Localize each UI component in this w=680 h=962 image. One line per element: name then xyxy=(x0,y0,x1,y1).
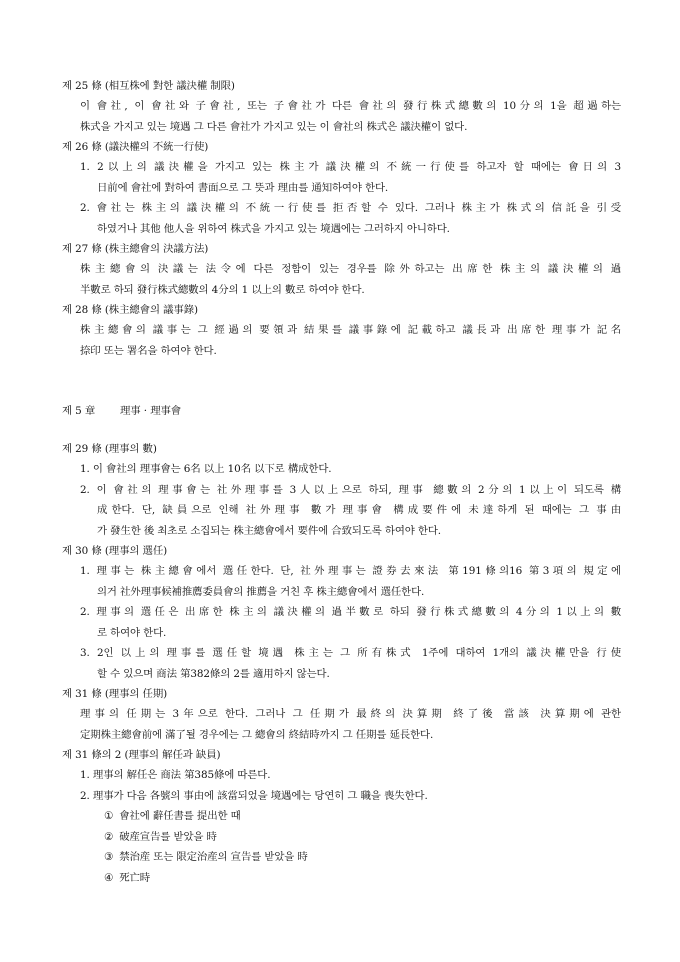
circled-number-4: ④ xyxy=(104,872,114,884)
article-30-item-1-line-2: 의거 社外理事候補推薦委員會의 推薦을 거친 후 株主總會에서 選任한다. xyxy=(97,586,425,598)
circled-number-3: ③ xyxy=(104,851,114,863)
article-31-line-1: 理事의 任期는 3年으로 한다. 그러나 그 任期가 最終의 決算期 終了後 當該 決算期에 관한 xyxy=(80,708,621,720)
article-31-2-item-2: 2. 理事가 다음 各號의 事由에 該當되었을 境遇에는 당연히 그 職을 喪失한다. xyxy=(80,790,428,802)
article-27-line-2: 半數로 하되 發行株式總數의 4分의 1 以上의 數로 하여야 한다. xyxy=(80,284,365,296)
article-29-item-1: 1. 이 會社의 理事會는 6名 以上 10名 以下로 構成한다. xyxy=(80,463,332,475)
article-30-item-3-line-2: 할 수 있으며 商法 第382條의 2를 適用하지 않는다. xyxy=(97,668,330,680)
article-28-line-1: 株主總會의 議事는 그 經過의 要領과 結果를 議事錄에 記載하고 議長과 出席한 理事가 記名 xyxy=(80,324,621,336)
article-25-heading: 제 25 條 (相互株에 對한 議決權 制限) xyxy=(62,80,235,92)
subitem-4-text: 死亡時 xyxy=(119,872,151,884)
article-30-item-2-line-2: 로 하여야 한다. xyxy=(97,627,167,639)
circled-number-2: ② xyxy=(104,831,114,843)
article-30-item-1-line-1: 1. 理事는 株主總會에서 選任한다. 단, 社外理事는 證券去來法 第191條의16 第3項의 規定에 xyxy=(80,565,621,577)
article-26-item-2-line-1: 2. 會社는 株主의 議決權의 不統一行使를 拒否할 수 있다. 그러나 株主가 株式의 信託을 引受 xyxy=(80,202,621,214)
article-31-2-heading: 제 31 條의 2 (理事의 解任과 缺員) xyxy=(62,749,221,761)
article-26-item-1-line-1: 1. 2以上의 議決權을 가지고 있는 株主가 議決權의 不統一行使를 하고자 할 때에는 會日의 3 xyxy=(80,161,621,173)
article-28-line-2: 捺印 또는 署名을 하여야 한다. xyxy=(80,345,217,357)
article-30-item-3-line-1: 3. 2인 以上의 理事를 選任할 境遇 株主는 그 所有株式 1주에 대하여 1개의 議決權만을 行使 xyxy=(80,647,621,659)
article-29-item-2-line-1: 2. 이 會社의 理事會는 社外理事를 3人以上으로 하되, 理事 總數의 2分의 1以上이 되도록 構 xyxy=(80,484,621,496)
article-26-item-2-line-2: 하였거나 其他 他人을 위하여 株式을 가지고 있는 境遇에는 그러하지 아니하다. xyxy=(97,223,450,235)
article-30-item-2-line-1: 2. 理事의 選任은 出席한 株主의 議決權의 過半數로 하되 發行株式總數의 4分의 1以上의 數 xyxy=(80,606,621,618)
article-31-line-2: 定期株主總會前에 滿了될 경우에는 그 總會의 終結時까지 그 任期를 延長한다. xyxy=(80,729,434,741)
article-31-2-subitem-1 xyxy=(104,810,241,823)
article-26-heading: 제 26 條 (議決權의 不統一行使) xyxy=(62,141,209,153)
article-31-2-subitem-2 xyxy=(104,831,217,844)
article-27-heading: 제 27 條 (株主總會의 決議方法) xyxy=(62,243,209,255)
article-31-2-subitem-4 xyxy=(104,872,150,885)
article-28-heading: 제 28 條 (株主總會의 議事錄) xyxy=(62,304,198,316)
subitem-2-text: 破産宣告를 받았을 時 xyxy=(119,831,217,843)
article-29-item-2-line-2: 成한다. 단, 缺員으로 인해 社外理事 數가 理事會 構成要件에 未達하게 된 때에는 그 事由 xyxy=(97,504,621,516)
article-26-item-1-line-2: 日前에 會社에 對하여 書面으로 그 뜻과 理由를 通知하여야 한다. xyxy=(97,182,389,194)
article-29-heading: 제 29 條 (理事의 數) xyxy=(62,443,157,455)
article-27-line-1: 株主總會의 決議는 法令에 다른 정함이 있는 경우를 除外하고는 出席한 株主의 議決權의 過 xyxy=(80,263,621,275)
article-30-heading: 제 30 條 (理事의 選任) xyxy=(62,545,168,557)
article-31-2-item-1: 1. 理事의 解任은 商法 第385條에 따른다. xyxy=(80,769,271,781)
subitem-1-text: 會社에 辭任書를 提出한 때 xyxy=(119,810,241,822)
subitem-3-text: 禁治産 또는 限定治産의 宣告를 받았을 時 xyxy=(119,851,308,863)
article-25-line-2: 株式을 가지고 있는 境遇 그 다른 會社가 가지고 있는 이 會社의 株式은 議決權이 없다. xyxy=(80,121,468,133)
article-25-line-1: 이 會社, 이 會社와 子會社, 또는 子會社가 다른 會社의 發行株式總數의 10分의 1을 超過하는 xyxy=(80,100,621,112)
article-29-item-2-line-3: 가 發生한 後 최초로 소집되는 株主總會에서 要件에 合致되도록 하여야 한다. xyxy=(97,525,441,537)
article-31-heading: 제 31 條 (理事의 任期) xyxy=(62,688,168,700)
article-31-2-subitem-3 xyxy=(104,851,308,864)
chapter-5-label: 제 5 章 xyxy=(62,405,96,417)
chapter-5-title: 理事 · 理事會 xyxy=(120,405,182,417)
circled-number-1: ① xyxy=(104,810,114,822)
